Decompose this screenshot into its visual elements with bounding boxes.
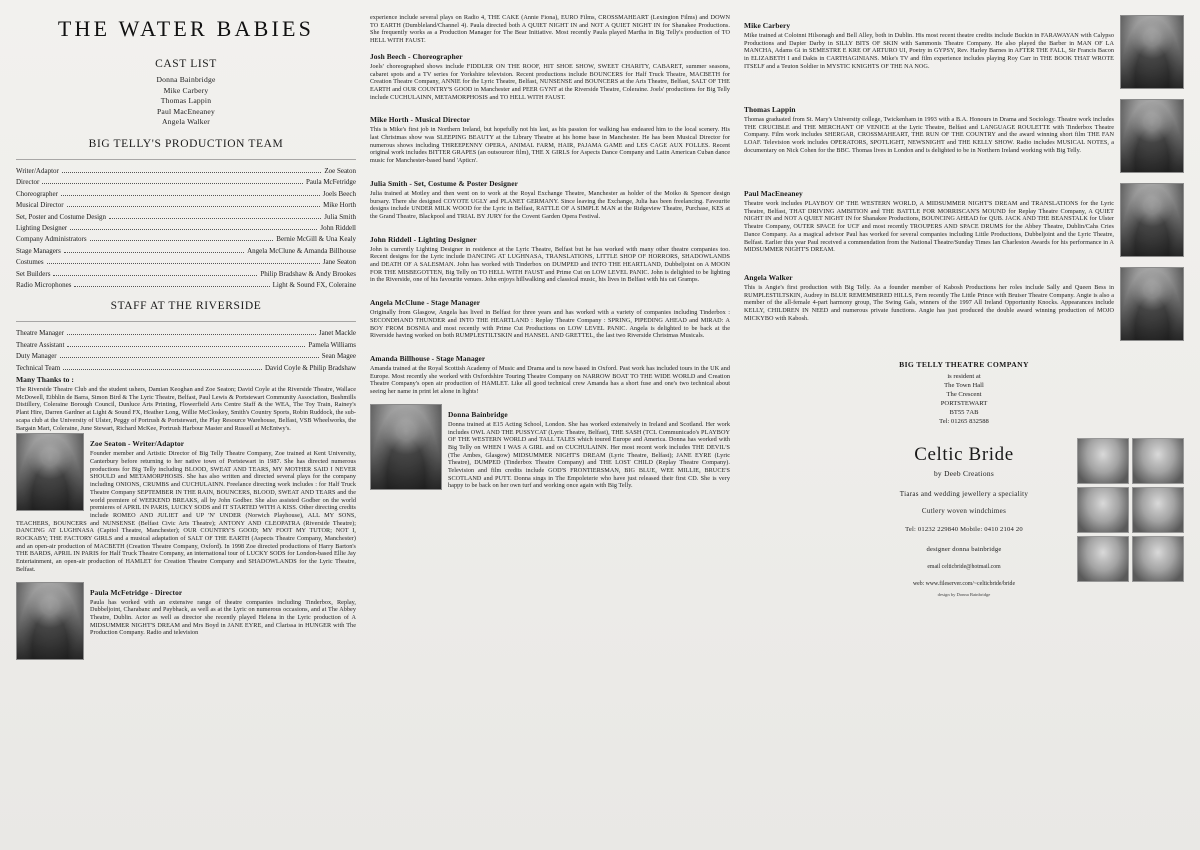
- advert-title: Celtic Bride: [914, 444, 1014, 465]
- advert-photo: [1132, 487, 1184, 533]
- divider: [16, 321, 356, 322]
- bio-name: Angela Walker: [744, 273, 793, 282]
- leader-dots: [42, 176, 303, 184]
- bio-name: Amanda Billhouse - Stage Manager: [370, 353, 486, 363]
- advert-line-2: Cutlery woven windchimes: [921, 507, 1007, 515]
- staff-role: Theatre Manager: [16, 329, 64, 338]
- advert-designer: designer donna bainbridge: [926, 545, 1002, 553]
- advert-photo: [1077, 438, 1129, 484]
- bio-text: Theatre work includes PLAYBOY OF THE WESTERN WORLD, A MIDSUMMER NIGHT'S DREAM and TRANSLATIONS for the Lyric Theatre, Belfast, THAT DRIVING AMBITION and THE BATTLE FOR MORRISCAN'S MOUND for Replay Theatre Company, A QUIET NIGHT IN and NOT A QUIET NIGHT IN for Shanakee Productions, BOUNCING AHEAD for QUB. JACK AND THE BEANSTALK for Ulster Theatre Company, OUTER SPACE for UCF and most recently TROUPERS AND SPACE DRUMS for the Abbey Theatre, Dublin/Cahs Cries Dance Company. As a magical advisor Paul has worked for several companies including Little Productions, Dubbeljoint and the Lyric Theatre, Belfast. Earlier this year Paul received a commendation from the National Theatre/Sunday Times Ian Charleston Awards for his performance in A MIDSUMMER NIGHT'S DREAM.: [744, 200, 1114, 254]
- bio-josh-beech: [370, 45, 730, 102]
- advert-photo: [1132, 536, 1184, 582]
- company-line: The Town Hall: [944, 382, 984, 389]
- advert-credit: design by Donna Bainbridge: [937, 592, 991, 598]
- crew-role: Stage Managers: [16, 246, 61, 255]
- crew-row: [16, 256, 356, 267]
- bio-continuation-text: experience include several plays on Radio 4, THE CAKE (Annie Fiona), EURO Films, CROSSMAHEART (Lexington Films) and DOWN TO EARTH (Dumbleland/Channel 4). Paula directed both A QUIET NIGHT IN and NOT A QUIET NIGHT IN for Shanakee Productions. She frequently works as a Production Manager for The Bear Initiative. Most recently Paula played Martha in Big Telly's production of TO HELL WITH FAUST.: [370, 14, 730, 45]
- leader-dots: [67, 327, 316, 335]
- leader-dots: [53, 268, 257, 276]
- bio-name: Angela McClune - Stage Manager: [370, 298, 481, 308]
- crew-name: Angela McClune & Amanda Billhouse: [247, 246, 356, 255]
- crew-row: [16, 279, 356, 290]
- advert-contact: Tel: 01232 229840 Mobile: 0410 2104 20: [905, 526, 1023, 533]
- bio-amanda-billhouse: [370, 347, 730, 396]
- bio-angela-walker: [744, 266, 1184, 343]
- company-line: BT55 7AB: [949, 409, 979, 416]
- crew-name: Julia Smith: [324, 212, 356, 221]
- advert-celtic-bride: [744, 438, 1184, 597]
- company-name: BIG TELLY THEATRE COMPANY: [899, 360, 1029, 369]
- bio-name: Josh Beech - Choreographer: [370, 51, 463, 61]
- leader-dots: [109, 211, 321, 219]
- crew-role: Company Administrators: [16, 235, 87, 244]
- staff-role: Technical Team: [16, 363, 61, 372]
- company-line: The Crescent: [946, 391, 982, 398]
- leader-dots: [60, 350, 319, 358]
- portrait-photo: [1120, 183, 1184, 257]
- bio-mike-carbery: [744, 14, 1184, 91]
- leader-dots: [47, 256, 320, 264]
- bio-john-riddell: [370, 228, 730, 285]
- bio-text: Joels' choreographed shows include FIDDLER ON THE ROOF, HIT SHOE SHOW, SWEET CHARITY, CABARET, summer seasons, cabaret spots and a TV series for Yorkshire television. Recent productions include BOUNCERS for Half Truck Theatre, MACBETH for Creation Theatre Company, ANNIE for the Lyric Theatre, Belfast, NUNSENSE and BOUNCERS at the Arts Theatre, Belfast, SALT OF THE EARTH and OUR COUNTRY'S GOOD in Manchester and PEER GYNT at the Riverside Theatre, Coleraine. Joels' productions for Big Telly include CUCHULAINN, METAMORPHOSIS and TO HELL WITH FAUST.: [370, 62, 730, 101]
- cast-member: Donna Bainbridge: [156, 75, 216, 84]
- bio-name: Mike Horth - Musical Director: [370, 115, 471, 125]
- bio-text: Amanda trained at the Royal Scottish Academy of Music and Drama and is now based in Oxford. Past work has included tours in the UK and Europe. Most recently she worked with Oxfordshire Touring Theatre Company on NARROW BOAT TO THE WIDE WORLD and Creation Theatre Company's open air production of HAMLET. Like all good technical crew Amanda has a short fuse and one's two technical about seeing her name in print let alone in lights!: [370, 364, 730, 396]
- bio-paul-maceneaney: [744, 182, 1184, 259]
- crew-row: [16, 233, 356, 244]
- advert-web: web: www.fileserver.com/~celticbride/bride: [912, 581, 1016, 588]
- bio-name: John Riddell - Lighting Designer: [370, 234, 477, 244]
- crew-row: [16, 211, 356, 222]
- leader-dots: [61, 188, 320, 196]
- portrait-photo: [1120, 99, 1184, 173]
- bio-paula-mcfetridge: [16, 581, 356, 662]
- leader-dots: [62, 165, 321, 173]
- crew-name: Bernie McGill & Una Kealy: [276, 235, 356, 244]
- bio-donna-bainbridge: [370, 403, 730, 492]
- staff-role: Theatre Assistant: [16, 340, 65, 349]
- cast-member: Thomas Lappin: [160, 96, 212, 106]
- bio-text: This is Mike's first job in Northern Ireland, but hopefully not his last, as his passion for walking has endeared him to the local scenery. His last Christmas show was SLEEPING BEAUTY at the Library Theatre at his home base in Manchester. He has been Musical Director for numerous shows including THREEPENNY OPERA, ANIMAL FARM, HAIR, PAJAMA GAME and LES CAGE AUX FOLLES. Recent original work includes BITTER GRAPES (an outsourcer film), THE X GIRLS for Aspects Dance Company and Latin American Cuban dance music for Manchester-based band 'Apticn'.: [370, 126, 730, 165]
- staff-role: Duty Manager: [16, 352, 57, 361]
- thanks-heading: Many Thanks to :: [16, 375, 74, 385]
- bio-julia-smith: [370, 172, 730, 221]
- cast-member: Paul MacEneaney: [156, 106, 216, 116]
- crew-name: John Riddell: [320, 224, 356, 232]
- bio-text: Paula has worked with an extensive range of theatre companies including Tinderbox, Replay, Dubbeljoint, Charabanc and Paybhack, as well as at the Lyric on numerous occasions, and at The Abbey Theatre, Dublin. Actor as well as director she recently played Helena in the Lyric production of A MIDSUMMER NIGHT'S DREAM and Mrs Boyd in JANE EYRE, and Clarissa in HUNGER with The Production Company. Radio and television: [90, 598, 356, 637]
- bio-name: Paul MacEneaney: [744, 189, 803, 198]
- leader-dots: [67, 339, 305, 347]
- bio-name: Thomas Lappin: [744, 105, 796, 114]
- bio-name: Julia Smith - Set, Costume & Poster Designer: [370, 178, 518, 188]
- crew-role: Choreographer: [16, 189, 58, 198]
- crew-name: Mike Horth: [323, 201, 356, 210]
- leader-dots: [90, 233, 274, 241]
- bio-name: Donna Bainbridge: [448, 409, 508, 419]
- staff-name: David Coyle & Philip Bradshaw: [265, 363, 356, 372]
- leader-dots: [74, 279, 269, 287]
- advert-photo: [1132, 438, 1184, 484]
- staff-name: Janet Mackle: [318, 329, 356, 338]
- crew-row: [16, 199, 356, 210]
- advert-photo: [1077, 536, 1129, 582]
- crew-role: Radio Microphones: [16, 281, 72, 290]
- leader-dots: [67, 199, 321, 207]
- bio-mike-horth: [370, 108, 730, 165]
- crew-name: Joels Beech: [322, 189, 356, 198]
- bio-zoe-seaton: [16, 432, 356, 573]
- crew-row: [16, 165, 356, 176]
- production-team-heading: BIG TELLY'S PRODUCTION TEAM: [88, 137, 284, 150]
- crew-name: Zoe Seaton: [324, 166, 356, 175]
- portrait-photo: [370, 404, 442, 490]
- staff-heading: STAFF AT THE RIVERSIDE: [110, 300, 262, 313]
- bio-text: Founder member and Artistic Director of Big Telly Theatre Company, Zoe trained at Kent University, Canterbury before returning to her native town of Portstewart in 1987. She has directed numerous productions for Big Telly including BLOOD, SWEAT AND TEARS, MY MOTHER SAID I NEVER SHOULD and METAMORPHOSIS. She has also written and directed several plays for the company including ONIONS, CRUMBS and CUCHULAINN. Freelance directing work includes : for Half Truck Theatre Company SEPTEMBER IN THE RAIN, BOUNCERS, BLOOD, SWEAT AND TEARS and the world premiere of WEEKEND BREAKS, all by John Godber. She also assisted Godber on the world premieres of APRIL IN PARIS, LUCKY SODS and IT STARTED WITH A KISS. Other directing credits include ROMEO AND JULIET and UP 'N' UNDER (Norwich Playhouse), ALL MY SONS, TEACHERS, BOUNCERS and NUNSENSE (Belfast Civic Arts Theatre); ANTONY AND CLEOPATRA (Riverside Theatre); DANCING AT LUGHNASA (Capitol Theatre, Manchester); OUR COUNTRY'S GOOD; MY FOOT MY TUTOR; NOT I, ROCKABY; THE FACTORY GIRLS and a musical adaptation of SALT OF THE EARTH (Aspects Theatre Company, Manchester) and an open-air production of MACBETH (Creation Theatre Company, Oxford). In 1998 Zoe directed productions of Harry Barton's THE BARDS, APRIL IN PARIS for Half Truck Theatre Company, an international tour of LUCKY SODS for London-based Ellie Jay Entertainment, an open-air production of HAMLET for Creation Theatre Company and SHADOWLANDS for the Lyric Theatre, Belfast.: [16, 450, 356, 573]
- company-address-block: [744, 360, 1184, 426]
- production-team-list: [16, 165, 356, 290]
- bio-name: Mike Carbery: [744, 21, 791, 30]
- bio-angela-mcclune: [370, 291, 730, 340]
- staff-row: [16, 327, 356, 338]
- advert-photo: [1077, 487, 1129, 533]
- portrait-photo: [1120, 15, 1184, 89]
- staff-row: [16, 339, 356, 350]
- crew-role: Costumes: [16, 258, 44, 267]
- bio-text: Donna trained at E15 Acting School, London. She has worked extensively in Ireland and Scotland. Her work includes OWL AND THE PUSSYCAT (Lyric Theatre, Belfast), THE SASH (TCL Communicado's PLAYBOY OF THE WESTERN WORLD and TALL TALES which toured Europe and America. Donna has worked with Big Telly on WHEN I WAS A GIRL and on CUCHULAINN. Her most recent work includes THE DEVIL'S (The Ambes, Glasgow) MIDSUMMER NIGHT'S DREAM (Lyric Theatre, Belfast); JANE EYRE (Lyric Theatre), DUMPED (Tinderbox Theatre Company) and THE LOST CHILD (Replay Theatre Company). Television and film credits include GOD'S FRONTIERSMAN, BIG BLUE, WEE MILLIE, BRUCE'S SCOTLAND and PUTT. Donna sings in The Empoleterie who have just released their first CD. She is very happy to be back on her own turf and working once again with Big Telly.: [448, 420, 730, 490]
- column-middle: [370, 14, 730, 840]
- advert-photo-grid: [1077, 438, 1184, 582]
- staff-row: [16, 362, 356, 373]
- advert-email: email celticbride@hotmail.com: [927, 564, 1001, 571]
- crew-row: [16, 268, 356, 279]
- leader-dots: [70, 222, 317, 230]
- crew-role: Writer/Adaptor: [16, 166, 59, 175]
- page-title: THE WATER BABIES: [57, 16, 315, 41]
- cast-member: Mike Carbery: [163, 85, 209, 95]
- crew-role: Set, Poster and Costume Design: [16, 212, 107, 221]
- thanks-text: The Riverside Theatre Club and the student ushers, Damian Keoghan and Zoe Seaton; David Coyle at the Riverside Theatre, Wallace McDowell, Eibhlin de Barra, Simon Bird & The Lyric Theatre, Belfast, Paul Lewis & Portstewart Community Association, Bushmills Distillery, Coleraine Borough Council, Dunluce Arts Printing, Flowerfield Arts Centre Staff & the WEA, The Toy Train, Rainey's Plant Hire, Darren Gardner at Light & Sound FX, Heather Long, Willie McCloskey, Smith's Country Sports, Robin Ruddock, the sub-scapa club at the University of Ulster, Peggy of Portrush & Portstewart, the Play Resource Warehouse, Belfast, VSB Wheelworks, the Bargain Mart, Coleraine, June Stewart, Richard McKee, Portrush Harbour Master and Russell at McEntwy's.: [16, 386, 356, 432]
- bio-text: Originally from Glasgow, Angela has lived in Belfast for three years and has worked with a variety of companies including Tinderbox : SECONDHAND THUNDER and INTO THE HEARTLAND : Replay Theatre Company : SPRING, PIPEDING AHEAD and MIRAD: A BOY FROM BOSNIA and most recently with Prime Cut Productions on LOW LEVEL PANIC. Angela is delighted to be back at the Riverside having worked on both RUMPLESTILTSKIN and HANSEL AND GRETTEL, the last two Riverside Christmas Musicals.: [370, 309, 730, 340]
- leader-dots: [64, 245, 244, 253]
- crew-row: [16, 222, 356, 233]
- cast-list-heading: CAST LIST: [155, 58, 217, 70]
- staff-list: [16, 327, 356, 373]
- cast-member: Angela Walker: [161, 117, 211, 127]
- bio-text: Mike trained at Coloinni Hilsonagh and Bell Alley, both in Dublin. His most recent theatre credits include Buckin in FARAWAYAN with Calypso Productions and Dapier Darby in SILLY BITS OF SKIN with Sammonis Theatre Company. He also played the Barber in MAN OF LA MANCHA, Adams Gi in SEMESTRE E KRE OF ARTURO UI, Poetry in GYPSY, Rev. Harley Barnes in AFTER THE FALL, Sir Francis Bacon in ELIZABETH I and Dakis in CARTHAGINIANS. Mike's TV and film experience includes playing Roy Carr in THE BOOK THAT WROTE ITSELF and a Teuton Soldier in MYSTIC KNIGHTS OF THE NA NOG.: [744, 32, 1114, 70]
- divider: [16, 159, 356, 160]
- leader-dots: [63, 362, 262, 370]
- crew-row: [16, 176, 356, 187]
- crew-role: Set Builders: [16, 269, 51, 278]
- column-right: [744, 14, 1184, 840]
- bio-name: Paula McFetridge - Director: [90, 587, 183, 597]
- portrait-photo: [16, 582, 84, 660]
- bio-text: Thomas graduated from St. Mary's University college, Twickenham in 1993 with a B.A. Honours in Drama and Sociology. Theatre work includes THE CRUCIBLE and THE MERCHANT OF VENICE at the Lyric Theatre, Belfast and LANGUAGE ROULETTE with Tinderbox Theatre Company. Film work includes SHERGAR, CROSSMAHEART, THE RUN OF THE COUNTRY and the award winning short film THE FAN LOAF. Television work includes OPERATORS, SPOTLIGHT, NEWSNIGHT and THE KELLY SHOW. Radio includes MUSICAL NOTES, a documentary on Nick Cohen for the BBC. Thomas lives in London and is delighted to be in Northern Ireland working with Big Telly.: [744, 116, 1114, 154]
- crew-name: Jane Seaton: [322, 258, 356, 267]
- company-line: PORTSTEWART: [940, 400, 988, 407]
- bio-text: John is currently Lighting Designer in residence at the Lyric Theatre, Belfast but he has worked with many other theatre companies too. Recent designs for the Lyric include DANCING AT LUGHNASA, TRANSLATIONS, LITTLE SHOP OF HORRORS, SHADOWLANDS and DEATH OF A SALESMAN. John has worked with Tinderbox on DUMPED and INTO THE HEARTLAND, Dubbeljoint on A MOON FOR THE MISBEGOTTEN, Big Telly on TO HELL WITH FAUST and Prime Cut on LOW LEVEL PANIC. John is delighted to be lighting in the Riverside, one of his favourite venues. John enjoys hillwalking and classical music, his lives in Belfast with his cat Gramps.: [370, 245, 730, 284]
- portrait-photo: [1120, 267, 1184, 341]
- company-line: Tel: 01265 832588: [939, 418, 989, 425]
- staff-name: Sean Magee: [321, 352, 356, 361]
- staff-name: Pamela Williams: [308, 340, 356, 349]
- crew-role: Lighting Designer: [16, 224, 68, 232]
- advert-line-1: Tiaras and wedding jewellery a speciality: [899, 490, 1029, 498]
- bio-name: Zoe Seaton - Writer/Adaptor: [90, 439, 185, 449]
- crew-row: [16, 188, 356, 199]
- bio-text: Julia trained at Motley and then went on to work at the Royal Exchange Theatre, Manchester as holder of the Moiko & Spencer design bursary. There she designed COYOTE UGLY and PLANET GERMANY. Since leaving the Exchange, Julia has been freelancing. Favourite designs include UNDER MILK WOOD for the Lyric in Belfast, RATTLE OF A SIMPLE MAN at the Ridgeview Theatre, Purchase, KES at the Grand Theatre, Blackpool and TRIAL BY JURY for the Covent Garden Opera Festival.: [370, 189, 730, 220]
- staff-row: [16, 350, 356, 361]
- portrait-photo: [16, 433, 84, 511]
- crew-name: Philip Bradshaw & Andy Brookes: [260, 269, 356, 278]
- crew-role: Director: [16, 178, 40, 187]
- crew-row: [16, 245, 356, 256]
- company-line: is resident at: [947, 373, 981, 380]
- crew-role: Musical Director: [16, 201, 64, 210]
- crew-name: Light & Sound FX, Coleraine: [272, 281, 356, 290]
- column-left: [16, 14, 356, 840]
- bio-text: This is Angie's first production with Big Telly. As a founder member of Kabosh Productions her roles include Sally and Queen Bess in RUMPLESTILTSKIN, Audrey in BLUE REMEMBERED HILLS, Fern recently The Little Prince with Bruiser Theatre Company. Angie is also a member of the all-female 4-part harmony group, The Swing Gals, winners of the 1997 All Ireland Opportunity Knocks. Appearances include KELLY, CHILDREN IN NEED and numerous private functions. Angie has just produced the double award winning production of MOJO MICKYBO with Kabosh.: [744, 284, 1114, 322]
- bio-thomas-lappin: [744, 98, 1184, 175]
- advert-subtitle: by Deeb Creations: [933, 469, 995, 478]
- crew-name: Paula McFetridge: [306, 178, 356, 187]
